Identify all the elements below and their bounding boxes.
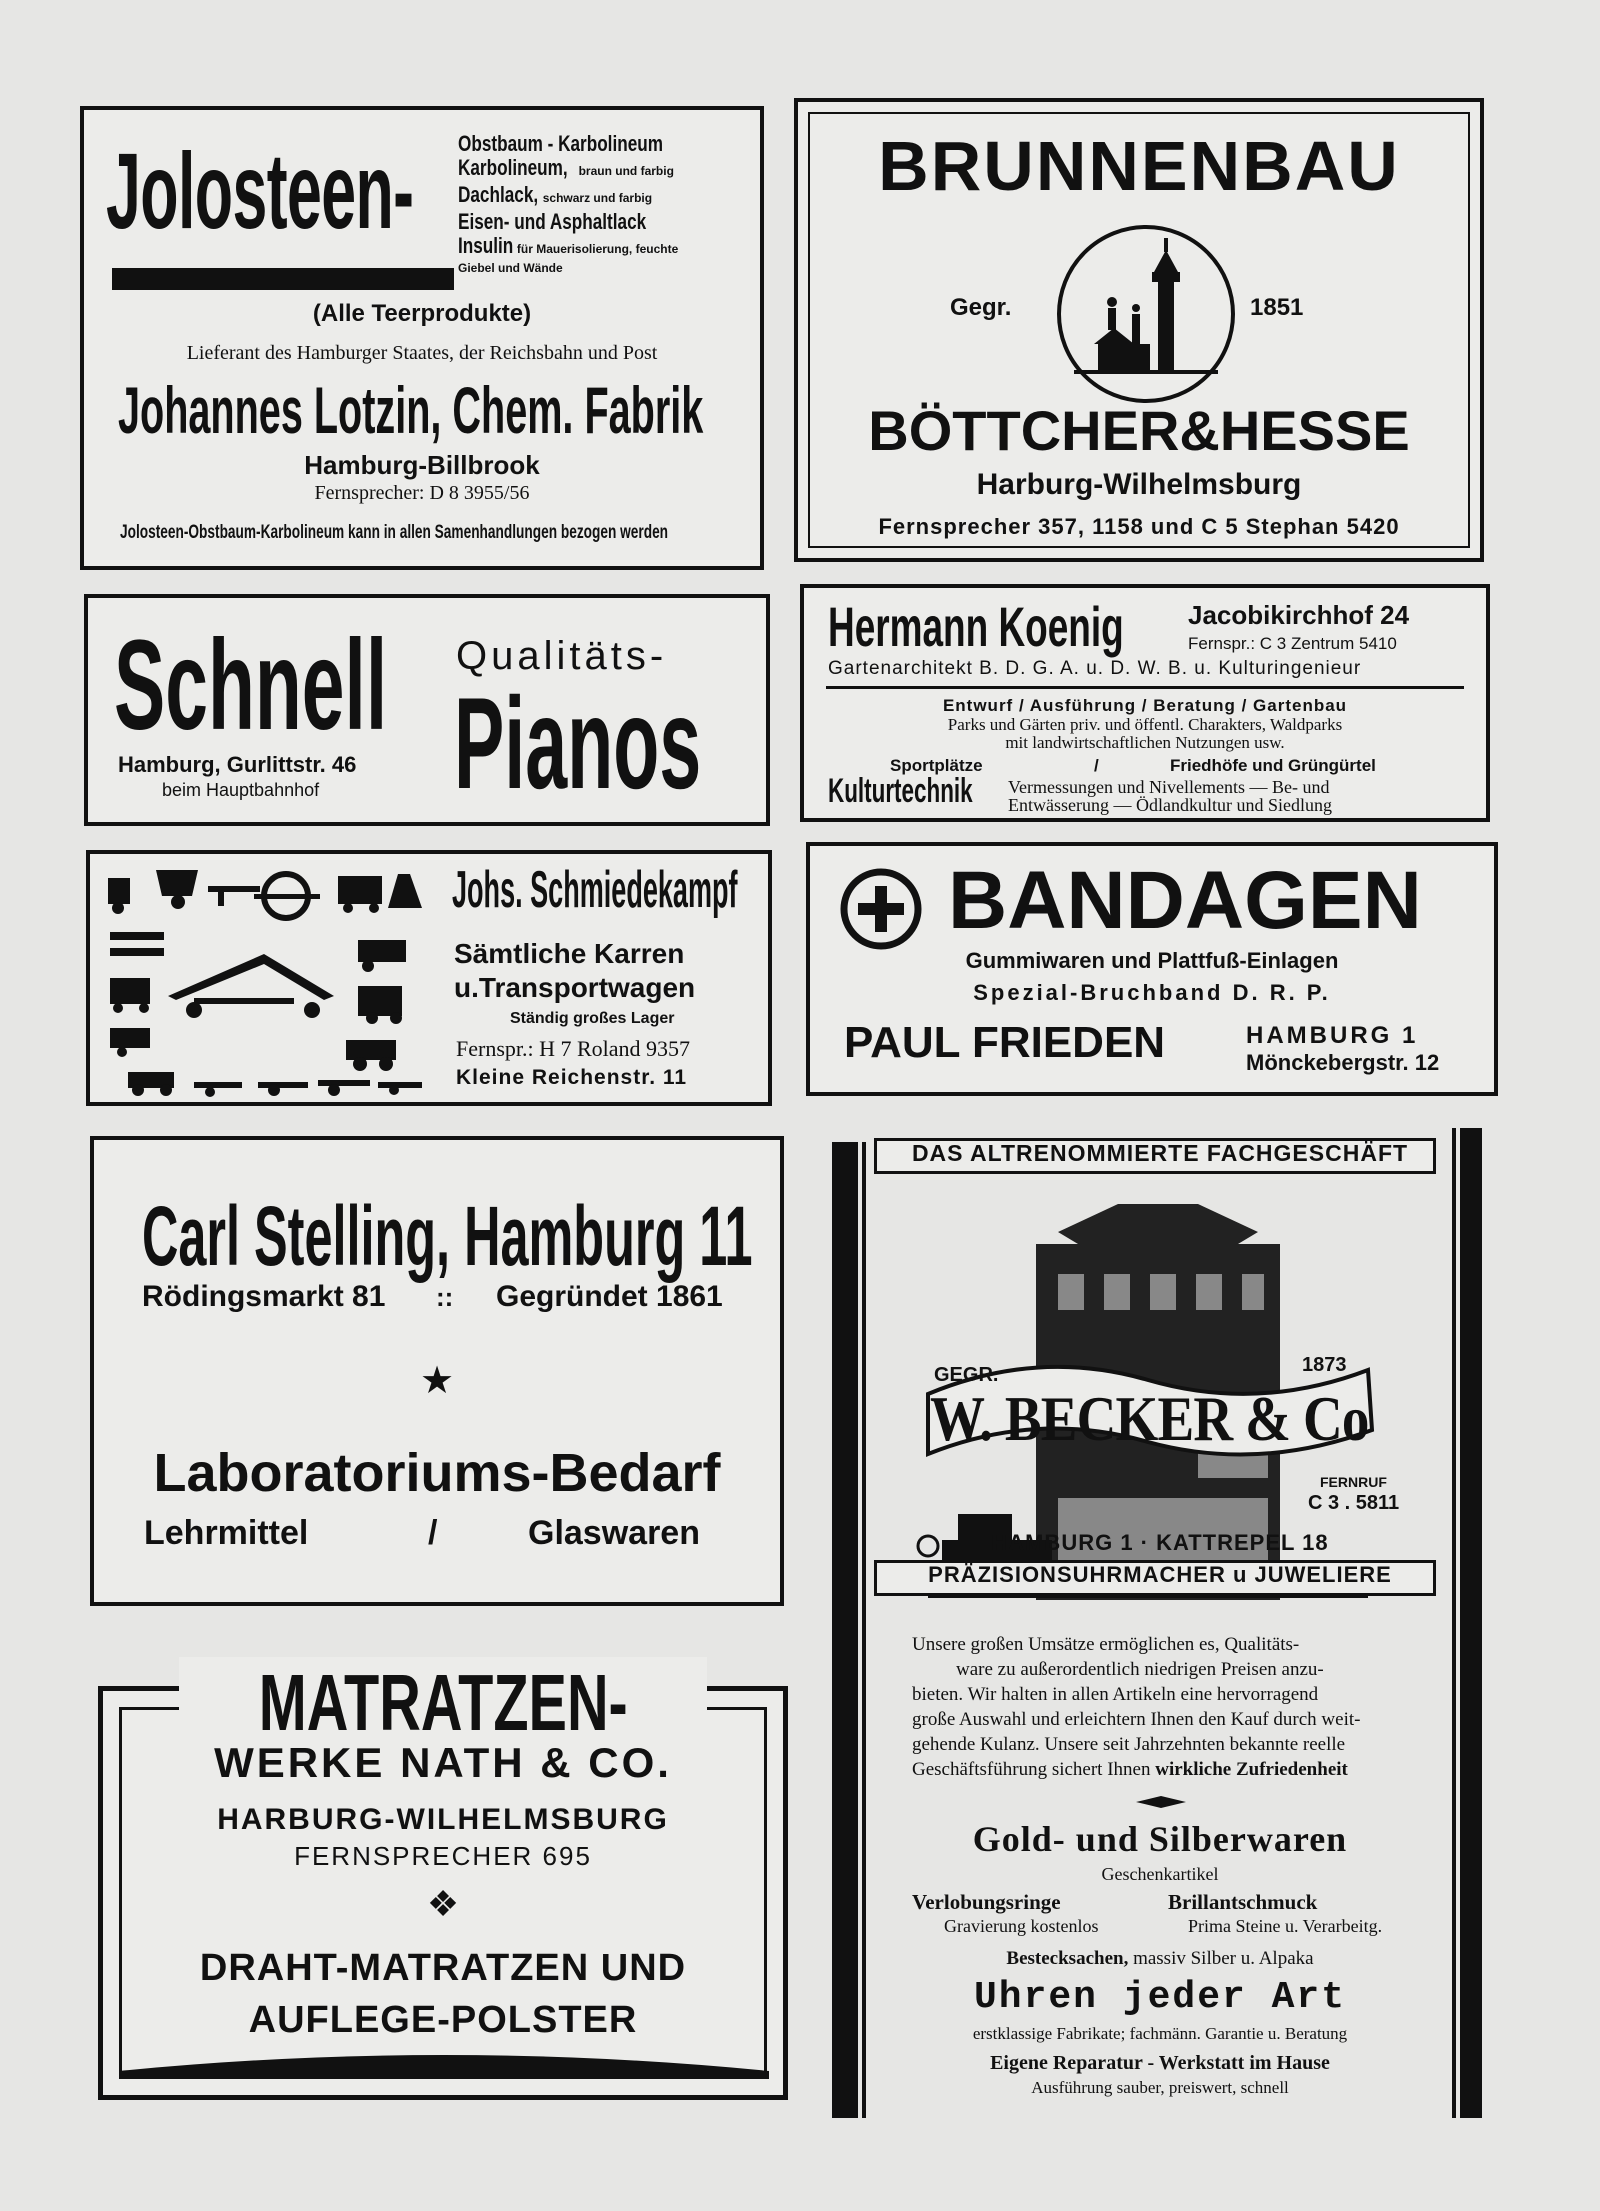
becker-address: HAMBURG 1 · KATTREPEL 18 [991,1530,1329,1555]
cross-circle-icon [840,868,922,950]
koenig-parks: Parks und Gärten priv. und öffentl. Charakters, Waldparks [947,715,1343,734]
bandagen-goods: Gummiwaren und Plattfuß-Einlagen [965,948,1339,973]
stelling-founded: Gegründet 1861 [496,1280,723,1313]
koenig-agri: mit landwirtschaftlichen Nutzungen usw. [1005,733,1285,752]
becker-banner: DAS ALTRENOMMIERTE FACHGESCHÄFT [911,1140,1409,1166]
becker-trade: PRÄZISIONSUHRMACHER u JUWELIERE [928,1562,1392,1587]
becker-stones: Prima Steine u. Verarbeitg. [1188,1916,1383,1936]
koenig-name: Hermann Koenig [828,595,1124,658]
ad-koenig: Hermann Koenig Jacobikirchhof 24 Fernspr.: C 3 Zentrum 5410 Gartenarchitekt B. D. G. A. u. D. W. B. u. Kulturingenieur Entwurf / Ausführung / Beratung / Gartenbau Parks und Gärten priv. und öffentl. Charakters, Waldparks mit landwirtschaftlichen Nutzungen usw. Sportplätze / Friedhöfe und Grüngürtel Kulturtechnik Vermessungen und Nivellements — Be- und Entwässerung — Ödlandkultur und Siedlung [800,584,1490,822]
schmiedekampf-address: Kleine Reichenstr. 11 [456,1066,688,1089]
schmiedekampf-l2: u.Transportwagen [454,972,696,1003]
brunnenbau-firm: BÖTTCHER&HESSE [868,399,1410,462]
schnell-name: Schnell [114,614,388,757]
stelling-street: Rödingsmarkt 81 [142,1280,386,1313]
jolosteen-brand: Jolosteen- [106,130,414,251]
jolosteen-phone: Fernsprecher: D 8 3955/56 [314,482,530,504]
ad-matratzen [98,1658,788,2100]
schnell-pianos: Pianos [454,670,702,816]
ad-brunnenbau [794,98,1484,562]
schmiedekampf-name: Johs. Schmiedekampf [452,861,738,919]
becker-left-pillar [832,1142,858,2118]
jolosteen-footer: Jolosteen-Obstbaum-Karbolineum kann in allen Samenhandlungen bezogen werden [120,522,669,543]
becker-gifts: Geschenkartikel [1101,1864,1219,1884]
becker-rings: Verlobungsringe [912,1890,1061,1914]
brunnenbau-title: BRUNNENBAU [878,127,1400,205]
becker-gegr: GEGR. [934,1364,999,1386]
schnell-qualitaets: Qualitäts- [456,634,668,678]
koenig-k2: Entwässerung — Ödlandkultur und Siedlung [1008,795,1332,815]
jolosteen-city: Hamburg-Billbrook [304,450,540,480]
ornament-icon: ❖ [426,1883,460,1924]
stelling-teaching: Lehrmittel [144,1514,309,1552]
ad-jolosteen [80,106,764,570]
koenig-title: Gartenarchitekt B. D. G. A. u. D. W. B. u. Kulturingenieur [828,658,1362,679]
becker-service: Ausführung sauber, preiswert, schnell [1031,2078,1289,2097]
ad-schmiedekampf [86,850,772,1106]
schmiedekampf-l1: Sämtliche Karren [454,938,685,969]
matratzen-phone: FERNSPRECHER 695 [294,1841,592,1871]
brunnenbau-city: Harburg-Wilhelmsburg [976,468,1302,501]
ad-becker [820,1128,1500,2128]
matratzen-city: HARBURG-WILHELMSBURG [217,1803,669,1836]
bandagen-street: Mönckebergstr. 12 [1246,1050,1440,1075]
becker-phone: C 3 . 5811 [1308,1492,1400,1514]
koenig-divider [826,686,1464,689]
koenig-services: Entwurf / Ausführung / Beratung / Gartenbau [942,696,1348,715]
becker-cutlery: Bestecksachen, massiv Silber u. Alpaka [1006,1948,1314,1969]
star-icon: ★ [419,1360,455,1402]
becker-watches: Uhren jeder Art [973,1976,1347,2019]
stelling-glassware: Glaswaren [528,1514,700,1552]
ad-schnell [84,594,770,826]
becker-jewelry: Brillantschmuck [1168,1890,1318,1914]
koenig-k1: Vermessungen und Nivellements — Be- und [1008,777,1330,797]
schmiedekampf-phone: Fernspr.: H 7 Roland 9357 [456,1036,691,1061]
becker-workshop: Eigene Reparatur - Werkstatt im Hause [990,2052,1330,2074]
koenig-cemeteries: Friedhöfe und Grüngürtel [1170,756,1376,775]
koenig-sport: Sportplätze [890,756,983,775]
matratzen-l1: DRAHT-MATRATZEN UND [199,1947,687,1989]
becker-brands: erstklassige Fabrikate; fachmänn. Garantie u. Beratung [972,2024,1348,2043]
brunnenbau-phone: Fernsprecher 357, 1158 und C 5 Stephan 5420 [878,514,1400,539]
jolosteen-underline [112,268,454,290]
matratzen-title: MATRATZEN- [258,1658,628,1747]
carts-illustration [98,860,434,1100]
stelling-lab-supplies: Laboratoriums-Bedarf [153,1443,721,1503]
becker-gold: Gold- und Silberwaren [972,1819,1348,1859]
bottom-arch-ornament [119,2045,769,2079]
matratzen-l2: AUFLEGE-POLSTER [248,1999,638,2041]
stelling-name: Carl Stelling, Hamburg 11 [142,1189,753,1283]
brunnenbau-gegr: Gegr. [950,294,1012,321]
koenig-phone: Fernspr.: C 3 Zentrum 5410 [1188,634,1397,653]
koenig-address: Jacobikirchhof 24 [1188,600,1410,630]
bandagen-city: HAMBURG 1 [1246,1022,1419,1049]
schnell-near: beim Hauptbahnhof [162,780,320,800]
jolosteen-supplier: Lieferant des Hamburger Staates, der Reichsbahn und Post [186,342,658,364]
becker-engraving: Gravierung kostenlos [944,1916,1099,1936]
schnell-address: Hamburg, Gurlittstr. 46 [118,752,357,777]
becker-fernruf: FERNRUF [1320,1474,1387,1490]
well-tower-emblem [1054,222,1238,406]
matratzen-company: WERKE NATH & CO. [214,1739,672,1786]
bandagen-title: BANDAGEN [948,855,1422,946]
bandagen-special: Spezial-Bruchband D. R. P. [973,980,1331,1005]
brunnenbau-year: 1851 [1250,294,1304,321]
bandagen-name: PAUL FRIEDEN [844,1018,1166,1067]
ad-bandagen [806,842,1498,1096]
jolosteen-company: Johannes Lotzin, Chem. Fabrik [118,373,704,447]
koenig-kulturtechnik: Kulturtechnik [828,772,973,810]
jolosteen-products: Obstbaum - Karbolineum Karbolineum, braun und farbig Dachlack, schwarz und farbig Eisen- und Asphaltlack Insulin für Mauerisolierung, feuchte Giebel und Wände [458,131,679,275]
schmiedekampf-stock: Ständig großes Lager [510,1010,675,1027]
becker-year: 1873 [1302,1354,1347,1376]
diamond-divider [1136,1796,1186,1808]
ad-stelling: Carl Stelling, Hamburg 11 Rödingsmarkt 81 :: Gegründet 1861 ★ Laboratoriums-Bedarf Lehrmittel / Glaswaren [90,1136,784,1606]
jolosteen-tar: (Alle Teerprodukte) [312,300,532,327]
becker-paragraph: Unsere großen Umsätze ermöglichen es, Qualitäts- ware zu außerordentlich niedrigen Preisen anzu- bieten. Wir halten in allen Artikeln eine hervorragend große Auswahl und erleichtern Ihnen den Kauf durch weit- gehende Kulanz. Unsere seit Jahrzehnten bekannte reelle Geschäftsführung sichert Ihnen wirkliche Zufriedenheit [912,1634,1361,1780]
becker-name: W. BECKER & Co [930,1383,1369,1454]
